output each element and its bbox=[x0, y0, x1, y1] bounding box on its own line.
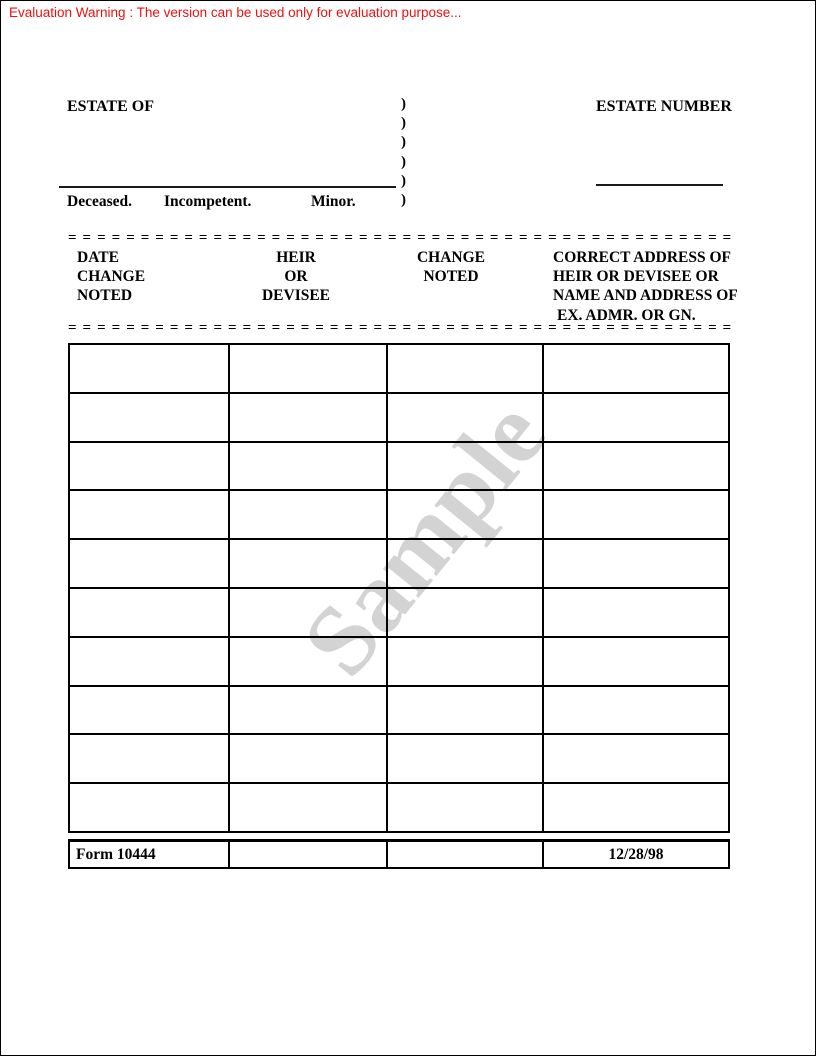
table-row bbox=[69, 442, 729, 491]
table-row bbox=[69, 490, 729, 539]
column-header-heir-or-devisee bbox=[231, 248, 361, 306]
column-header-line: EX. ADMR. OR GN. bbox=[557, 306, 696, 324]
table-cell bbox=[387, 539, 543, 588]
table-cell bbox=[543, 637, 729, 686]
paren-glyph: ) bbox=[401, 134, 406, 151]
status-label-incompetent: Incompetent. bbox=[164, 193, 252, 210]
estate-name-blank-line bbox=[59, 186, 396, 188]
sample-watermark: Sample bbox=[281, 380, 567, 696]
table-cell bbox=[543, 686, 729, 735]
table-cell bbox=[387, 637, 543, 686]
form-number-cell: Form 10444 bbox=[69, 841, 229, 869]
column-header-line: NAME AND ADDRESS OF bbox=[553, 287, 738, 305]
table-row bbox=[69, 539, 729, 588]
column-header-line: NOTED bbox=[423, 268, 479, 286]
separator-line-top: ============================================== bbox=[68, 230, 738, 246]
estate-number-label: ESTATE NUMBER bbox=[596, 98, 732, 115]
form-footer-row bbox=[68, 839, 730, 869]
column-header-line: HEIR OR DEVISEE OR bbox=[553, 268, 719, 286]
table-cell bbox=[69, 442, 229, 491]
table-cell bbox=[229, 539, 387, 588]
table-cell bbox=[543, 490, 729, 539]
separator-line-bottom: ============================================== bbox=[68, 320, 738, 336]
table-cell bbox=[69, 783, 229, 832]
paren-glyph: ) bbox=[401, 153, 406, 170]
table-row bbox=[69, 734, 729, 783]
column-header-line: OR bbox=[284, 268, 308, 286]
table-cell bbox=[543, 783, 729, 832]
table-cell bbox=[69, 637, 229, 686]
table-row bbox=[69, 393, 729, 442]
column-header-line: CORRECT ADDRESS OF bbox=[553, 249, 732, 266]
change-record-table bbox=[68, 343, 730, 833]
table-cell bbox=[387, 783, 543, 832]
table-row bbox=[69, 637, 729, 686]
table-row bbox=[69, 344, 729, 393]
paren-glyph: ) bbox=[401, 115, 406, 132]
column-header-change-noted bbox=[391, 248, 511, 286]
paren-bracket-stack bbox=[401, 95, 406, 210]
table-cell bbox=[229, 686, 387, 735]
table-cell bbox=[543, 442, 729, 491]
table-row bbox=[69, 686, 729, 735]
status-label-minor: Minor. bbox=[311, 193, 356, 210]
column-header-line: CHANGE bbox=[416, 249, 486, 266]
table-cell bbox=[543, 393, 729, 442]
column-header-line: HEIR bbox=[276, 249, 316, 266]
table-cell bbox=[229, 393, 387, 442]
table-cell bbox=[387, 393, 543, 442]
table-cell bbox=[229, 490, 387, 539]
table-cell bbox=[69, 344, 229, 393]
table-cell bbox=[229, 588, 387, 637]
table-cell bbox=[229, 344, 387, 393]
paren-glyph: ) bbox=[401, 192, 406, 209]
estate-number-blank-line bbox=[596, 184, 723, 186]
table-cell bbox=[543, 344, 729, 393]
footer-empty-cell bbox=[387, 841, 543, 869]
estate-of-label: ESTATE OF bbox=[67, 98, 154, 115]
paren-glyph: ) bbox=[401, 172, 406, 189]
table-cell bbox=[69, 539, 229, 588]
table-cell bbox=[229, 442, 387, 491]
table-cell bbox=[387, 442, 543, 491]
table-cell bbox=[69, 588, 229, 637]
form-date-cell: 12/28/98 bbox=[543, 841, 729, 869]
column-header-line: DEVISEE bbox=[261, 287, 331, 305]
table-row bbox=[69, 588, 729, 637]
column-header-correct-address bbox=[553, 248, 738, 325]
footer-row bbox=[69, 841, 729, 869]
evaluation-warning-text: Evaluation Warning : The version can be used only for evaluation purpose... bbox=[9, 5, 462, 20]
footer-empty-cell bbox=[229, 841, 387, 869]
table-cell bbox=[229, 637, 387, 686]
column-header-date-change-noted bbox=[77, 248, 145, 306]
table-cell bbox=[229, 783, 387, 832]
column-header-line: NOTED bbox=[77, 287, 133, 305]
table-cell bbox=[387, 588, 543, 637]
table-cell bbox=[229, 734, 387, 783]
table-cell bbox=[69, 490, 229, 539]
column-header-line: DATE bbox=[77, 249, 119, 266]
paren-glyph: ) bbox=[401, 96, 406, 112]
table-cell bbox=[543, 539, 729, 588]
table-cell bbox=[387, 734, 543, 783]
table-cell bbox=[543, 734, 729, 783]
table-cell bbox=[69, 686, 229, 735]
table-row bbox=[69, 783, 729, 832]
status-label-deceased: Deceased. bbox=[67, 193, 132, 210]
table-cell bbox=[543, 588, 729, 637]
table-cell bbox=[387, 490, 543, 539]
table-cell bbox=[387, 344, 543, 393]
table-cell bbox=[69, 734, 229, 783]
table-cell bbox=[387, 686, 543, 735]
table-cell bbox=[69, 393, 229, 442]
column-header-line: CHANGE bbox=[77, 268, 146, 286]
